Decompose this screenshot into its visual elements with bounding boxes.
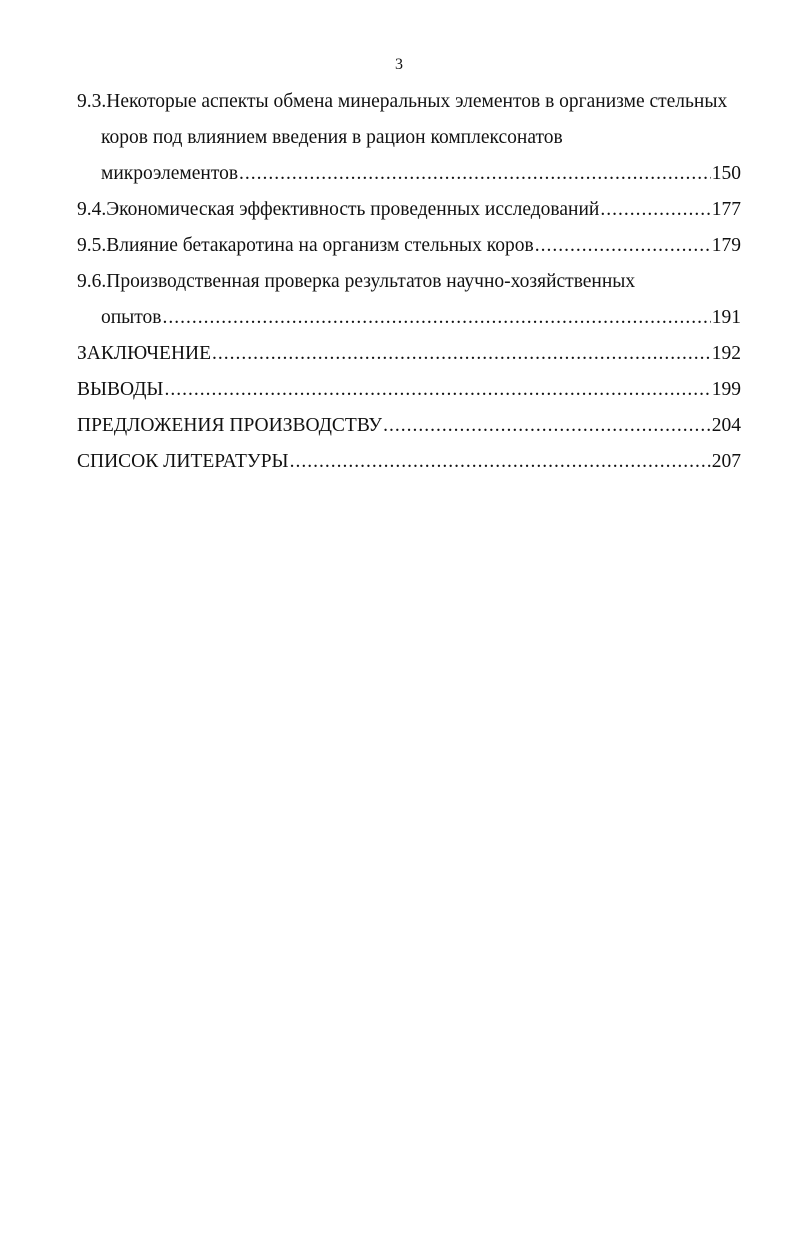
toc-entry-title: ПРЕДЛОЖЕНИЯ ПРОИЗВОДСТВУ [77, 415, 383, 436]
dot-leader [163, 300, 711, 336]
toc-entry-9-5[interactable] [77, 228, 741, 264]
toc-entry-leader-line [77, 444, 741, 480]
toc-page-number: 150 [711, 163, 741, 184]
toc-entry-leader-line [77, 408, 741, 444]
toc-page-number: 191 [711, 307, 741, 328]
toc-entry-leader-line [77, 192, 741, 228]
dot-leader [600, 192, 710, 228]
toc-page-number: 177 [711, 199, 741, 220]
toc-entry-title: 9.6.Производственная проверка результатов научно-хозяйственных [77, 271, 636, 292]
toc-page-number: 204 [711, 415, 741, 436]
toc-entry-leader-line [77, 156, 741, 192]
dot-leader [164, 372, 710, 408]
toc-entry-conclusion[interactable] [77, 336, 741, 372]
toc-entry-findings[interactable] [77, 372, 741, 408]
toc-entry-leader-line [77, 336, 741, 372]
toc-entry-leader-line [77, 228, 741, 264]
toc-page-number: 199 [711, 379, 741, 400]
toc-entry-text-line [77, 120, 741, 156]
toc-entry-title: ЗАКЛЮЧЕНИЕ [77, 343, 212, 364]
page-number: 3 [395, 56, 403, 73]
dot-leader [239, 156, 711, 192]
toc-entry-text-line [77, 84, 741, 120]
toc-entry-title-continued: коров под влиянием введения в рацион комплексонатов [101, 127, 563, 148]
toc-entry-leader-line [77, 300, 741, 336]
toc-entry-9-4[interactable] [77, 192, 741, 228]
dot-leader [290, 444, 711, 480]
table-of-contents [77, 84, 741, 480]
toc-entry-references[interactable] [77, 444, 741, 480]
toc-entry-recommendations[interactable] [77, 408, 741, 444]
toc-entry-text-line [77, 264, 741, 300]
toc-entry-title: СПИСОК ЛИТЕРАТУРЫ [77, 451, 289, 472]
dot-leader [212, 336, 711, 372]
toc-entry-9-6[interactable] [77, 264, 741, 336]
toc-page-number: 179 [711, 235, 741, 256]
toc-page-number: 207 [711, 451, 741, 472]
toc-page-number: 192 [711, 343, 741, 364]
toc-entry-title-continued: опытов [101, 307, 162, 328]
dot-leader [383, 408, 711, 444]
toc-entry-title: 9.4.Экономическая эффективность проведенных исследований [77, 199, 600, 220]
toc-entry-title: 9.3.Некоторые аспекты обмена минеральных элементов в организме стельных [77, 91, 728, 112]
toc-entry-title: 9.5.Влияние бетакаротина на организм стельных коров [77, 235, 534, 256]
toc-entry-title: ВЫВОДЫ [77, 379, 164, 400]
dot-leader [535, 228, 711, 264]
toc-entry-leader-line [77, 372, 741, 408]
toc-entry-9-3[interactable] [77, 84, 741, 192]
toc-entry-title-continued: микроэлементов [101, 163, 239, 184]
